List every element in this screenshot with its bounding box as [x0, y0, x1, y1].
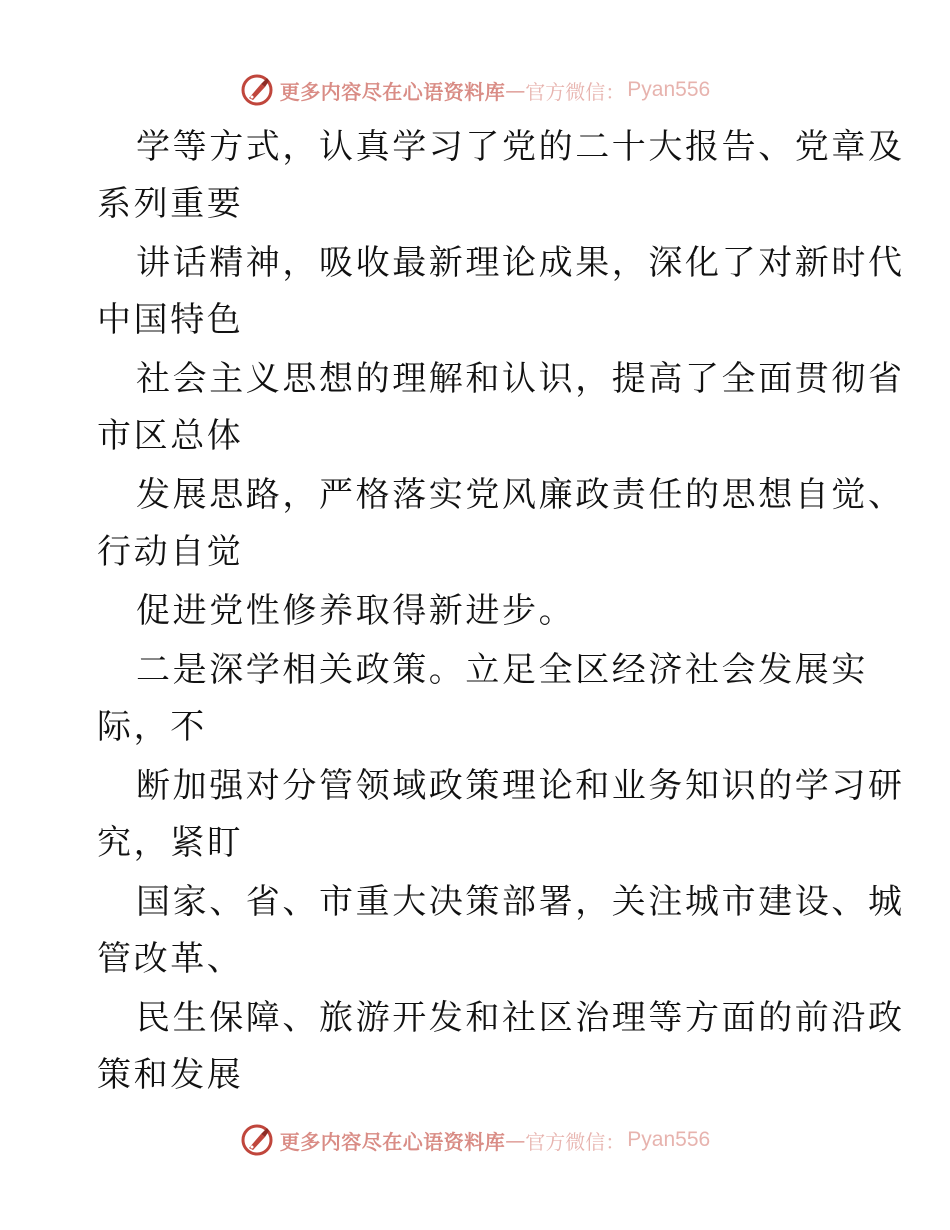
text-line: 中国特色 — [97, 300, 244, 340]
text-line: 二是深学相关政策。立足全区经济社会发展实 — [136, 650, 868, 690]
watermark-separator: — — [505, 1128, 526, 1152]
text-line: 管改革、 — [97, 939, 244, 979]
pen-logo-icon — [240, 73, 274, 107]
text-line: 民生保障、旅游开发和社区治理等方面的前沿政 — [136, 998, 905, 1038]
text-line: 断加强对分管领域政策理论和业务知识的学习研 — [136, 766, 905, 806]
pen-logo-icon — [240, 1123, 274, 1157]
text-line: 究，紧盯 — [97, 823, 244, 863]
text-line: 行动自觉 — [97, 532, 244, 572]
text-line: 学等方式，认真学习了党的二十大报告、党章及 — [136, 127, 905, 167]
text-line: 际，不 — [97, 707, 207, 747]
watermark-wechat-label: 官方微信： — [525, 79, 626, 104]
text-line: 策和发展 — [97, 1055, 244, 1095]
watermark-main-text: 更多内容尽在心语资料库 — [279, 1129, 506, 1154]
text-line: 发展思路，严格落实党风廉政责任的思想自觉、 — [136, 475, 905, 515]
text-line: 社会主义思想的理解和认识，提高了全面贯彻省 — [136, 359, 905, 399]
watermark-main-text: 更多内容尽在心语资料库 — [279, 79, 506, 104]
text-line: 市区总体 — [97, 416, 244, 456]
text-line: 国家、省、市重大决策部署，关注城市建设、城 — [136, 882, 905, 922]
watermark-wechat-label: 官方微信： — [525, 1129, 626, 1154]
watermark-separator: — — [505, 78, 526, 102]
watermark-wechat-id: Pyan556 — [627, 78, 711, 101]
watermark-wechat-id: Pyan556 — [627, 1128, 711, 1151]
text-line: 促进党性修养取得新进步。 — [136, 591, 576, 631]
footer-watermark — [0, 1120, 950, 1160]
text-line: 系列重要 — [97, 184, 244, 224]
text-line: 讲话精神，吸收最新理论成果，深化了对新时代 — [136, 243, 905, 283]
header-watermark — [0, 70, 950, 110]
